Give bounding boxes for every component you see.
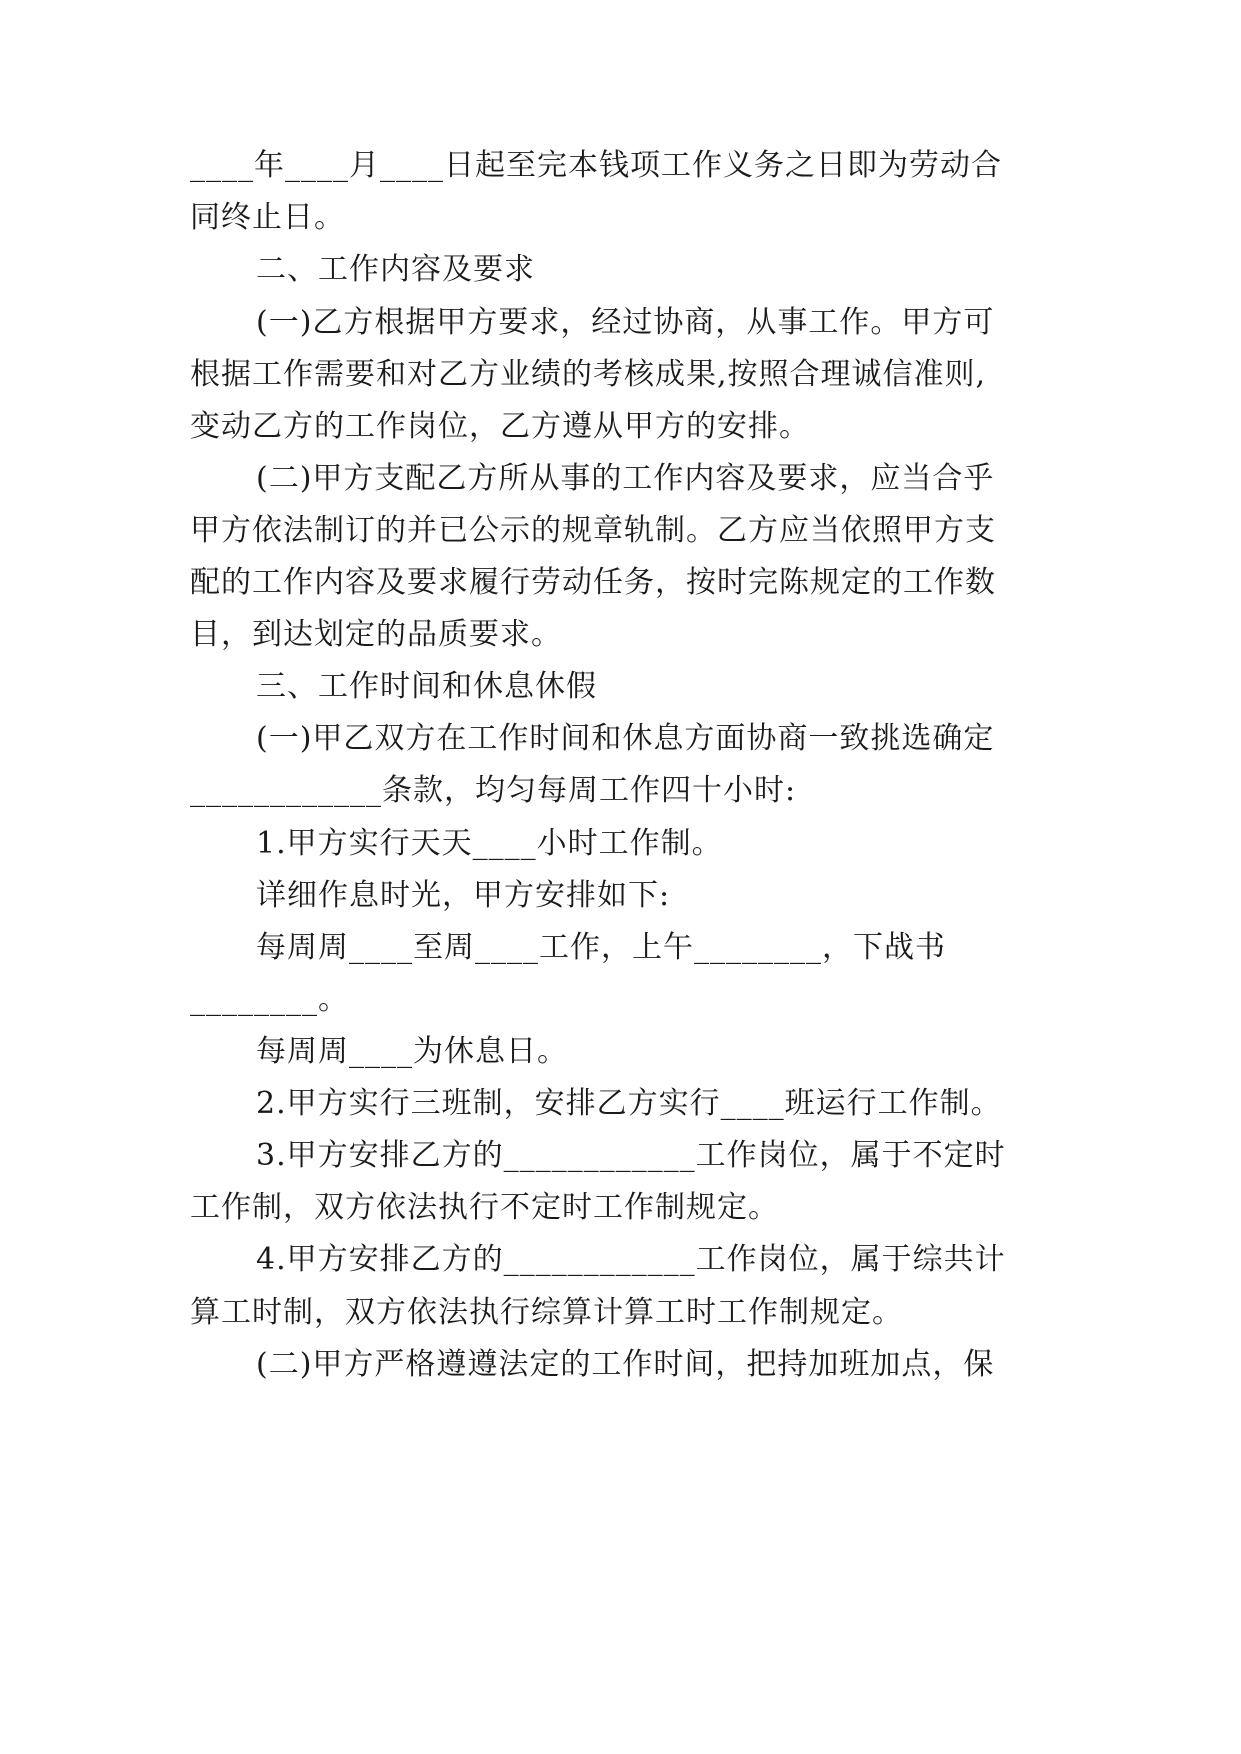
text-line-22: 4.甲方安排乙方的____________工作岗位，属于综共计: [256, 1242, 1006, 1277]
text-line-18: 每周周____为休息日。: [256, 1034, 568, 1069]
text-line-17: ________。: [190, 982, 349, 1017]
text-line-4: (一)乙方根据甲方要求，经过协商，从事工作。甲方可: [256, 305, 995, 340]
text-line-16: 每周周____至周____工作，上午________，下战书: [256, 930, 946, 965]
text-line-24: (二)甲方严格遵遵法定的工作时间，把持加班加点，保: [256, 1347, 995, 1382]
section-heading-3: 三、工作时间和休息休假: [256, 669, 597, 704]
text-line-5: 根据工作需要和对乙方业绩的考核成果,按照合理诚信准则,: [190, 357, 987, 392]
text-line-8: 甲方依法制订的并已公示的规章轨制。乙方应当依照甲方支: [190, 513, 996, 548]
text-line-20: 3.甲方安排乙方的____________工作岗位，属于不定时: [256, 1138, 1006, 1173]
text-line-15: 详细作息时光，甲方安排如下:: [256, 878, 671, 913]
text-line-19: 2.甲方实行三班制，安排乙方实行____班运行工作制。: [256, 1086, 1002, 1121]
section-heading-2: 二、工作内容及要求: [256, 252, 535, 287]
text-line-12: (一)甲乙双方在工作时间和休息方面协商一致挑选确定: [256, 721, 995, 756]
text-line-23: 算工时制，双方依法执行综算计算工时工作制规定。: [190, 1295, 903, 1330]
text-line-13: ____________条款，均匀每周工作四十小时:: [190, 773, 797, 808]
text-line-7: (二)甲方支配乙方所从事的工作内容及要求，应当合乎: [256, 461, 995, 496]
text-line-1: ____年____月____日起至完本钱项工作义务之日即为劳动合: [190, 148, 1002, 183]
text-line-2: 同终止日。: [190, 200, 345, 235]
text-line-6: 变动乙方的工作岗位，乙方遵从甲方的安排。: [190, 409, 810, 444]
text-line-21: 工作制，双方依法执行不定时工作制规定。: [190, 1190, 779, 1225]
text-line-10: 目，到达划定的品质要求。: [190, 617, 562, 652]
text-line-14: 1.甲方实行天天____小时工作制。: [256, 826, 723, 861]
text-line-9: 配的工作内容及要求履行劳动任务，按时完陈规定的工作数: [190, 565, 996, 600]
